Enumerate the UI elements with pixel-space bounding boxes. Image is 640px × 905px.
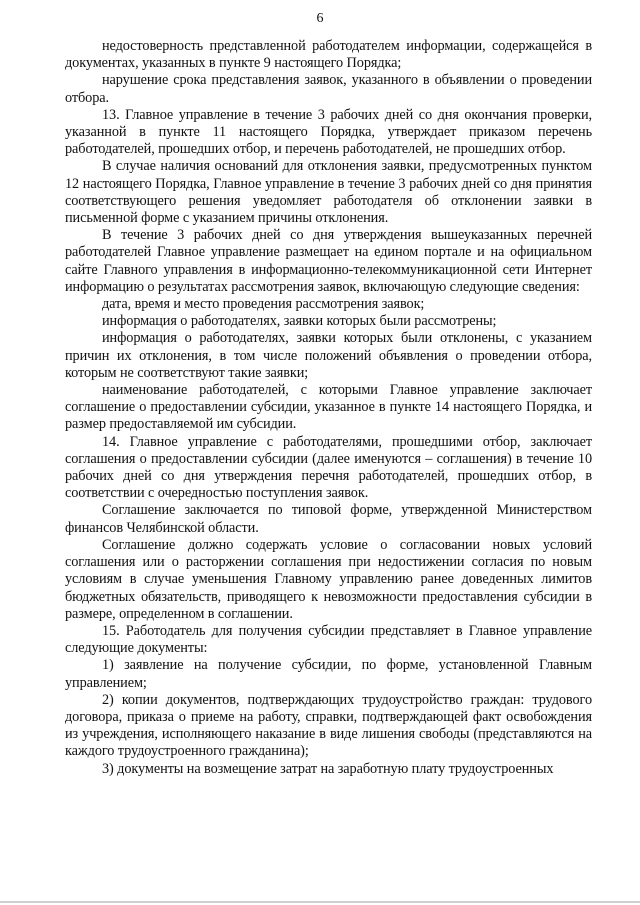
paragraph-reviewed-employers: информация о работодателях, заявки которых были рассмотрены;	[102, 313, 497, 330]
document-body	[65, 38, 592, 778]
paragraph-unreliable-info: недостоверность представленной работодателем информации, содержащейся в документах, указанных в пункте 9 настоящего Порядка;	[65, 38, 592, 72]
page-number: 6	[316, 11, 324, 26]
paragraph-document-2: 2) копии документов, подтверждающих трудоустройство граждан: трудового договора, приказа о приеме на работу, справки, подтверждающей факт освобождения из учреждения, исполняющего наказание в виде лишения свободы (представляются на каждого трудоустроенного гражданина);	[65, 691, 592, 760]
paragraph-item-14: 14. Главное управление с работодателями, прошедшими отбор, заключает соглашения о предоставлении субсидии (далее именуются – соглашения) в течение 10 рабочих дней со дня утверждения перечня работодателей, прошедших отбор, в соответствии с очередностью поступления заявок.	[65, 433, 592, 502]
paragraph-document-3: 3) документы на возмещение затрат на заработную плату трудоустроенных	[102, 760, 554, 777]
paragraph-document-1: 1) заявление на получение субсидии, по форме, установленной Главным управлением;	[65, 657, 592, 691]
paragraph-deadline-violation: нарушение срока представления заявок, указанного в объявлении о проведении отбора.	[65, 72, 592, 106]
page-bottom-edge	[0, 901, 640, 903]
paragraph-date-time-place: дата, время и место проведения рассмотрения заявок;	[102, 296, 425, 313]
paragraph-item-13: 13. Главное управление в течение 3 рабочих дней со дня окончания проверки, указанной в пункте 11 настоящего Порядка, утверждает приказом перечень работодателей, прошедших отбор, и перечень работодателей, не прошедших отбор.	[65, 106, 592, 158]
paragraph-agreement-employers: наименование работодателей, с которыми Главное управление заключает соглашение о предоставлении субсидии, указанное в пункте 14 настоящего Порядка, и размер предоставляемой им субсидии.	[65, 382, 592, 433]
paragraph-item-15: 15. Работодатель для получения субсидии представляет в Главное управление следующие документы:	[65, 622, 592, 657]
paragraph-standard-form: Соглашение заключается по типовой форме, утвержденной Министерством финансов Челябинской области.	[65, 502, 592, 536]
paragraph-agreement-conditions: Соглашение должно содержать условие о согласовании новых условий соглашения или о расторжении соглашения при недостижении согласия по новым условиям в случае уменьшения Главному управлению ранее доведенных лимитов бюджетных обязательств, приводящего к невозможности предоставления субсидии в размере, определенном в соглашении.	[65, 536, 592, 622]
paragraph-results-publication: В течение 3 рабочих дней со дня утверждения вышеуказанных перечней работодателей Главное управление размещает на едином портале и на официальном сайте Главного управления в информационно-телекоммуникационной сети Интернет информацию о результатах рассмотрения заявок, включающую следующие сведения:	[65, 227, 592, 295]
paragraph-rejected-employers: информация о работодателях, заявки которых были отклонены, с указанием причин их отклонения, в том числе положений объявления о проведении отбора, которым не соответствуют такие заявки;	[65, 330, 592, 381]
paragraph-rejection-notice: В случае наличия оснований для отклонения заявки, предусмотренных пунктом 12 настоящего Порядка, Главное управление в течение 3 рабочих дней со дня принятия соответствующего решения уведомляет работодателя об отклонении заявки в письменной форме с указанием причины отклонения.	[65, 158, 592, 227]
